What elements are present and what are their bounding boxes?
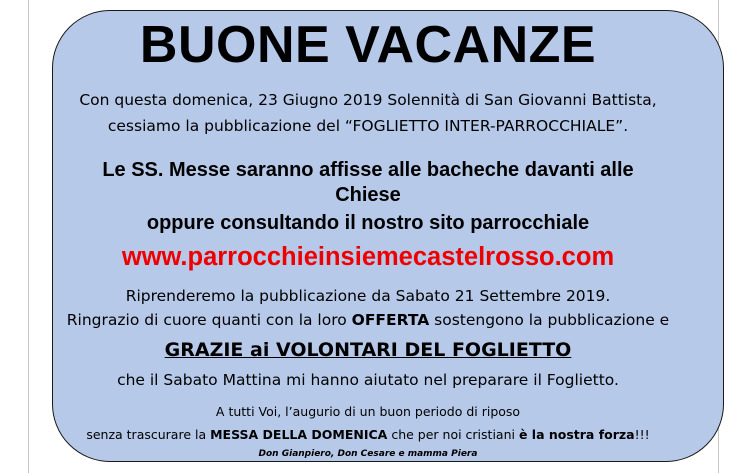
- masses-line-1: Le SS. Messe saranno affisse alle bacheche davanti alle: [102, 159, 634, 181]
- notice-title: BUONE VACANZE: [139, 16, 597, 74]
- offer-bold: OFFERTA: [351, 311, 430, 329]
- resume-line: Riprenderemo la pubblicazione da Sabato 21 Settembre 2019.: [125, 287, 611, 305]
- signature: Don Gianpiero, Don Cesare e mamma Piera: [258, 449, 478, 459]
- website-link[interactable]: www.parrocchieinsiemecastelrosso.com: [121, 243, 615, 271]
- volunteers-line: che il Sabato Mattina mi hanno aiutato nel preparare il Foglietto.: [117, 371, 619, 389]
- offer-text-after: sostengono la pubblicazione e: [429, 311, 670, 329]
- offer-text-before: Ringrazio di cuore quanti con la loro: [66, 311, 352, 329]
- mass-text-middle: che per noi cristiani: [387, 427, 519, 442]
- mass-bold: MESSA DELLA DOMENICA: [210, 427, 388, 442]
- mass-text-after: !!!: [634, 427, 650, 442]
- mass-text-before: senza trascurare la: [86, 427, 211, 442]
- masses-line-3: oppure consultando il nostro sito parrocchiale: [146, 212, 590, 234]
- notice-card: [52, 10, 724, 462]
- mass-bold-2: è la nostra forza: [518, 427, 635, 442]
- intro-line-1: Con questa domenica, 23 Giugno 2019 Solennità di San Giovanni Battista,: [79, 91, 657, 109]
- intro-line-2: cessiamo la pubblicazione del “FOGLIETTO INTER-PARROCCHIALE”.: [107, 117, 629, 135]
- wishes-line: A tutti Voi, l’augurio di un buon periodo di riposo: [215, 404, 521, 419]
- offer-line: [0, 309, 736, 331]
- volunteers-thanks-heading: GRAZIE ai VOLONTARI DEL FOGLIETTO: [164, 339, 572, 361]
- masses-line-2: Chiese: [335, 184, 401, 206]
- sunday-mass-line: [0, 426, 736, 444]
